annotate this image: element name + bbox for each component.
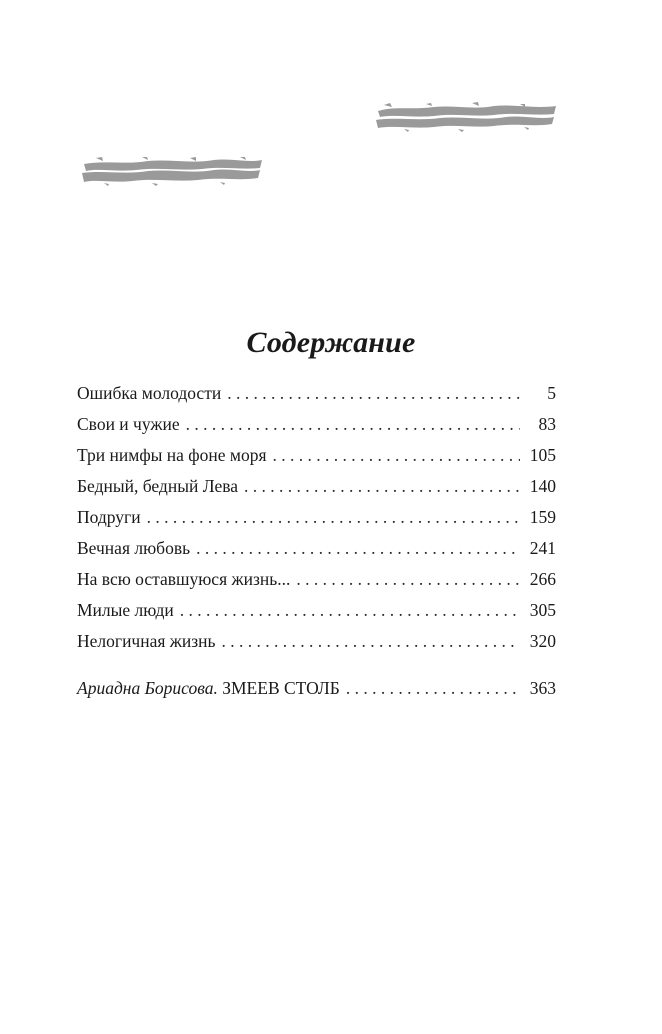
toc-leader-dots [196, 533, 520, 564]
toc-entry-author: Ариадна Борисова. [77, 678, 218, 698]
page-title: Содержание [246, 326, 416, 359]
toc-entry-title: На всю оставшуюся жизнь... [77, 569, 291, 589]
toc-entry[interactable] [77, 595, 556, 626]
toc-entry-page: 305 [529, 600, 556, 620]
toc-entry-page: 83 [538, 414, 556, 434]
toc-entry[interactable] [77, 440, 556, 471]
toc-leader-dots [346, 673, 520, 704]
toc-entry[interactable] [77, 502, 556, 533]
toc-entry-page: 159 [529, 507, 556, 527]
table-of-contents [77, 378, 556, 704]
toc-entry-title: Вечная любовь [77, 538, 191, 558]
toc-entry-title: Три нимфы на фоне моря [77, 445, 267, 465]
decorative-brush-stroke-top [374, 102, 558, 132]
toc-entry[interactable] [77, 564, 556, 595]
toc-entry-page: 5 [547, 383, 556, 403]
toc-leader-dots [222, 626, 520, 657]
toc-entry[interactable] [77, 409, 556, 440]
toc-leader-dots [180, 595, 520, 626]
toc-entry-page: 241 [529, 538, 556, 558]
toc-entry[interactable] [77, 378, 556, 409]
toc-entry-page: 320 [529, 631, 556, 651]
toc-entry[interactable] [77, 626, 556, 657]
toc-leader-dots [227, 378, 520, 409]
toc-leader-dots [296, 564, 520, 595]
toc-entry-page: 140 [529, 476, 556, 496]
toc-entry-title: Ошибка молодости [77, 383, 222, 403]
toc-entry-work-title: ЗМЕЕВ СТОЛБ [222, 678, 340, 698]
toc-entry-page: 266 [529, 569, 556, 589]
toc-entry-title: Бедный, бедный Лева [77, 476, 239, 496]
decorative-brush-stroke-left [80, 156, 264, 186]
toc-entry-title [77, 673, 340, 704]
toc-entry-page: 363 [529, 678, 556, 698]
toc-entry-title: Нелогичная жизнь [77, 631, 216, 651]
toc-entry-bonus[interactable] [77, 673, 556, 704]
toc-leader-dots [186, 409, 520, 440]
toc-entry-title: Милые люди [77, 600, 174, 620]
toc-entry[interactable] [77, 471, 556, 502]
toc-leader-dots [244, 471, 520, 502]
toc-leader-dots [273, 440, 520, 471]
toc-entry[interactable] [77, 533, 556, 564]
toc-entry-page: 105 [529, 445, 556, 465]
toc-entry-title: Свои и чужие [77, 414, 180, 434]
toc-entry-title: Подруги [77, 507, 141, 527]
toc-leader-dots [147, 502, 520, 533]
